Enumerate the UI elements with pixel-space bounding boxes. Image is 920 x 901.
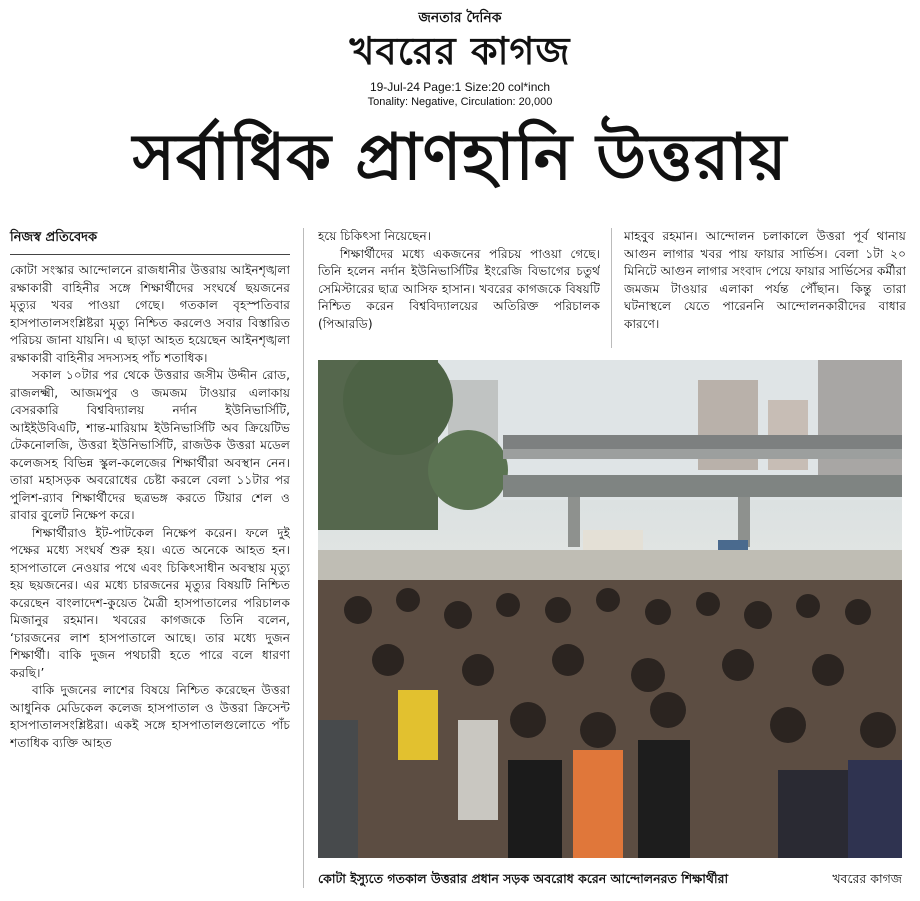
article-column-2 <box>318 228 600 348</box>
paragraph: মাহবুব রহমান। আন্দোলন চলাকালে উত্তরা পূর্ব থানায় আগুন লাগার খবর পায় ফায়ার সার্ভিস। বেলা ১টা ২০ মিনিটে আগুন লাগার সংবাদ পেয়ে ফায়ার সার্ভিসের কর্মীরা জমজম টাওয়ার এলাকা পর্যন্ত পৌঁছান। কিন্তু তারা ঘটনাস্থলে যেতে পারেননি আন্দোলনকারীদের বাধার কারণে। <box>624 229 906 331</box>
column-divider <box>303 228 304 888</box>
masthead-tagline: জনতার দৈনিক <box>418 10 502 26</box>
protest-photo <box>318 360 902 858</box>
article-column-3 <box>624 228 906 348</box>
protest-photo-illustration <box>318 360 902 858</box>
headline: সর্বাধিক প্রাণহানি উত্তরায় <box>132 121 788 195</box>
article-column-1 <box>10 262 290 892</box>
photo-caption-text: কোটা ইস্যুতে গতকাল উত্তরার প্রধান সড়ক অবরোধ করেন আন্দোলনরত শিক্ষার্থীরা <box>318 871 729 886</box>
paragraph: কোটা সংস্কার আন্দোলনে রাজধানীর উত্তরায় আইনশৃঙ্খলা রক্ষাকারী বাহিনীর সঙ্গে শিক্ষার্থীদের সংঘর্ষে ছয়জনের মৃত্যুর খবর পাওয়া গেছে। গতকাল বৃহস্পতিবার হাসপাতালসংশ্লিষ্টরা মৃত্যু নিশ্চিত করলেও সবার বিস্তারিত পরিচয় জানা যায়নি। এ ছাড়া আহত হয়েছেন আইনশৃঙ্খলা রক্ষাকারী বাহিনীর সদস্যসহ পাঁচ শতাধিক। <box>10 263 290 365</box>
photo-credit: খবরের কাগজ <box>832 871 902 886</box>
paragraph: শিক্ষার্থীরাও ইট-পাটকেল নিক্ষেপ করেন। ফলে দুই পক্ষের মধ্যে সংঘর্ষ শুরু হয়। এতে অনেকে আহত হন। হাসপাতালে নেওয়ার পথে এবং চিকিৎসাধীন অবস্থায় মৃত্যু হয় ছয়জনের। এর মধ্যে চারজনের মৃত্যুর বিষয়টি নিশ্চিত করেছেন বাংলাদেশ-কুয়েত মৈত্রী হাসপাতালের পরিচালক মিজানুর রহমান। খবরের কাগজকে তিনি বলেন, ‘চারজনের লাশ হাসপাতালে আছে। তার মধ্যে দুজন শিক্ষার্থী। বাকি দুজন পথচারী হতে পারে বলে ধারণা করছি।’ <box>10 525 290 680</box>
paragraph: হয়ে চিকিৎসা নিয়েছেন। <box>318 229 432 243</box>
paragraph: বাকি দুজনের লাশের বিষয়ে নিশ্চিত করেছেন উত্তরা আধুনিক মেডিকেল কলেজ হাসপাতাল ও উত্তরা ক্রিসেন্ট হাসপাতালসংশ্লিষ্টরা। একই সঙ্গে হাসপাতালগুলোতে পাঁচ শতাধিক ব্যক্তি আহত <box>10 683 290 750</box>
byline-divider <box>10 254 290 255</box>
column-divider <box>611 228 612 348</box>
clip-info: 19-Jul-24 Page:1 Size:20 col*inch <box>369 80 551 94</box>
paragraph: শিক্ষার্থীদের মধ্যে একজনের পরিচয় পাওয়া গেছে। তিনি হলেন নর্দান ইউনিভার্সিটির ইংরেজি বিভাগের চতুর্থ সেমিস্টারের ছাত্র আসিফ হাসান। খবরের কাগজকে বিষয়টি নিশ্চিত করেন বিশ্ববিদ্যালয়ের অতিরিক্ত পরিচালক (পিআরডি) <box>318 246 600 331</box>
byline: নিজস্ব প্রতিবেদক <box>10 230 98 245</box>
paragraph: সকাল ১০টার পর থেকে উত্তরার জসীম উদ্দীন রোড, রাজলক্ষ্মী, আজমপুর ও জমজম টাওয়ার এলাকায় বেসরকারি বিশ্ববিদ্যালয় নর্দান ইউনিভার্সিটি, আইইউবিএটি, শান্ত-মারিয়াম ইউনিভার্সিটি অব ক্রিয়েটিভ টেকনোলজি, উত্তরা ইউনিভার্সিটি, রাজউক উত্তরা মডেল কলেজসহ বিভিন্ন স্কুল-কলেজের শিক্ষার্থীরা অবস্থান নেন। তারা মহাসড়ক অবরোধের চেষ্টা করলে বেলা ১১টার পর পুলিশ-র‍্যাব শিক্ষার্থীদের ছত্রভঙ্গ করতে টিয়ার শেল ও রাবার বুলেট নিক্ষেপ করে। <box>10 368 290 522</box>
newspaper-name: খবরের কাগজ <box>349 29 571 73</box>
photo-caption <box>318 866 902 892</box>
clip-info-secondary: Tonality: Negative, Circulation: 20,000 <box>367 96 553 108</box>
